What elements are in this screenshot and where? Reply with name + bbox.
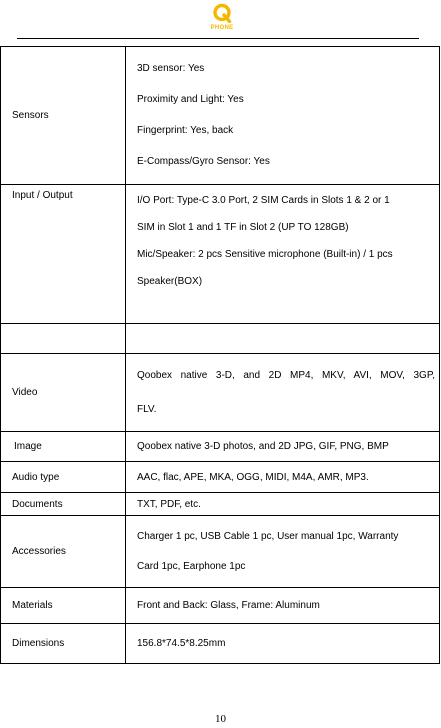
table-row — [1, 324, 440, 354]
table-row — [1, 516, 440, 588]
row-value — [126, 324, 440, 354]
value-line: 3D sensor: Yes — [137, 63, 205, 74]
table-row — [1, 588, 440, 624]
row-value — [126, 354, 440, 432]
table-row — [1, 185, 440, 324]
row-label: Materials — [1, 588, 126, 624]
table-row — [1, 462, 440, 493]
table-row — [1, 493, 440, 516]
header-divider — [17, 38, 419, 39]
row-value: Qoobex native 3-D photos, and 2D JPG, GIF, PNG, BMP — [126, 432, 440, 462]
row-value — [126, 516, 440, 588]
row-label: Image — [1, 432, 126, 462]
row-value: Front and Back: Glass, Frame: Aluminum — [126, 588, 440, 624]
row-label: Accessories — [1, 516, 126, 588]
value-line: Fingerprint: Yes, back — [137, 125, 234, 136]
row-label: Input / Output — [1, 185, 126, 324]
table-row — [1, 47, 440, 185]
row-value: AAC, flac, APE, MKA, OGG, MIDI, M4A, AMR, MP3. — [126, 462, 440, 493]
page-number: 10 — [215, 713, 226, 725]
spec-table — [0, 46, 440, 664]
table-row — [1, 624, 440, 664]
row-label: Documents — [1, 493, 126, 516]
value-line: Charger 1 pc, USB Cable 1 pc, User manual 1pc, Warranty — [137, 530, 399, 542]
value-line: I/O Port: Type-C 3.0 Port, 2 SIM Cards in Slots 1 & 2 or 1 — [137, 195, 390, 206]
value-line: Mic/Speaker: 2 pcs Sensitive microphone (Built-in) / 1 pcs — [137, 249, 393, 260]
value-line: Qoobex native 3-D, and 2D MP4, MKV, AVI, MOV, 3GP, — [137, 369, 435, 381]
row-value — [126, 47, 440, 185]
value-line: Card 1pc, Earphone 1pc — [137, 560, 246, 572]
page-header — [0, 0, 441, 40]
value-line: FLV. — [137, 403, 157, 415]
value-line: SIM in Slot 1 and 1 TF in Slot 2 (UP TO 128GB) — [137, 222, 349, 233]
table-row — [1, 432, 440, 462]
logo-wordmark: PHONE — [210, 25, 234, 31]
value-line: Speaker(BOX) — [137, 276, 203, 287]
value-line: Proximity and Light: Yes — [137, 94, 244, 105]
row-value: 156.8*74.5*8.25mm — [126, 624, 440, 664]
row-label: Dimensions — [1, 624, 126, 664]
row-label — [1, 324, 126, 354]
table-row — [1, 354, 440, 432]
q-logo-icon — [212, 3, 232, 23]
row-label: Audio type — [1, 462, 126, 493]
value-line: E-Compass/Gyro Sensor: Yes — [137, 156, 270, 167]
qphone-logo — [205, 3, 239, 35]
row-value — [126, 185, 440, 324]
row-value: TXT, PDF, etc. — [126, 493, 440, 516]
row-label: Video — [1, 354, 126, 432]
row-label: Sensors — [1, 47, 126, 185]
